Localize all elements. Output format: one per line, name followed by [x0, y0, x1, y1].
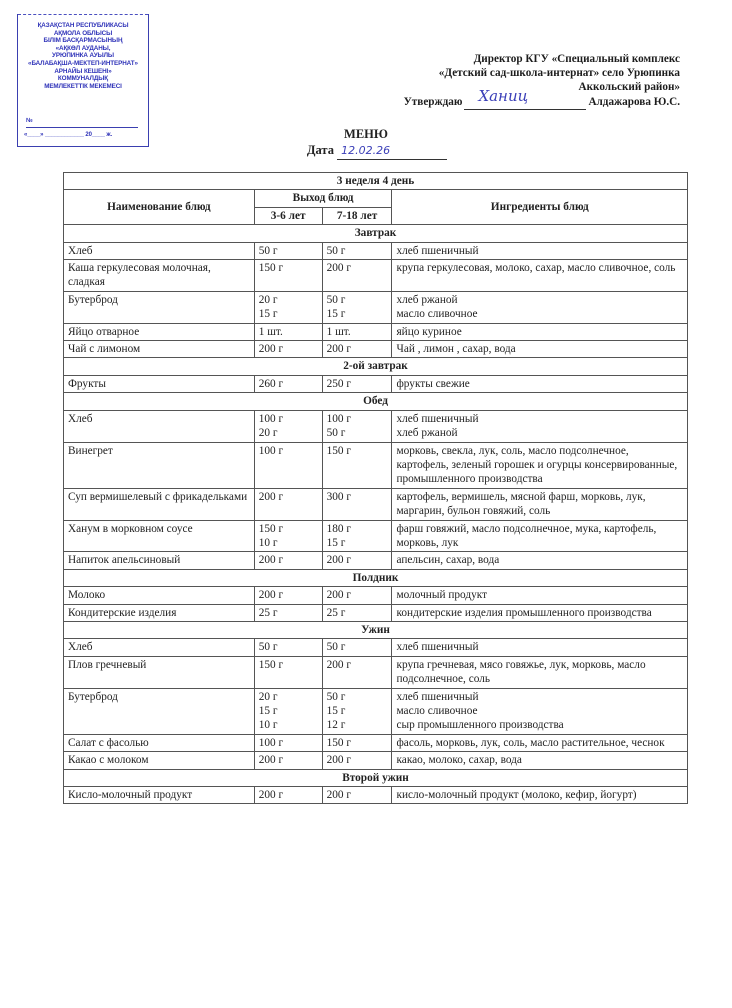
column-header-row [64, 190, 688, 207]
dish-name: Бутерброд [64, 291, 255, 323]
ingredients-line: хлеб пшеничный [396, 412, 479, 425]
ingredients-line: апельсин, сахар, вода [396, 554, 500, 567]
yield-7-18-line: 15 г [326, 705, 346, 717]
col-header-age-3-6: 3-6 лет [254, 207, 322, 224]
yield-3-6-line: 150 г [258, 658, 284, 671]
table-row [64, 323, 688, 340]
yield-7-18-line: 200 г [326, 658, 352, 671]
yield-3-6-line: 10 г [258, 536, 278, 549]
yield-3-6 [254, 442, 322, 488]
yield-3-6 [254, 787, 322, 804]
ingredients-line: масло сливочное [396, 705, 478, 717]
yield-3-6 [254, 410, 322, 442]
stamp-line: «БАЛАБАҚША-МЕКТЕП-ИНТЕРНАТ» [28, 59, 138, 67]
section-title: Полдник [64, 569, 688, 586]
dish-name: Какао с молоком [64, 752, 255, 769]
ingredients-line: яйцо куриное [396, 325, 462, 338]
table-row [64, 656, 688, 688]
ingredients [392, 410, 688, 442]
dish-name: Каша геркулесовая молочная, сладкая [64, 260, 255, 292]
approval-block [404, 52, 680, 110]
ingredients-line: фрукты свежие [396, 377, 470, 390]
dish-name: Кондитерские изделия [64, 604, 255, 621]
yield-7-18 [322, 787, 392, 804]
ingredients-line: Чай , лимон , сахар, вода [396, 343, 516, 356]
section-row [64, 569, 688, 586]
dish-name: Плов гречневый [64, 656, 255, 688]
yield-3-6-line: 25 г [258, 606, 278, 619]
ingredients [392, 587, 688, 604]
ingredients [392, 787, 688, 804]
col-header-age-7-18: 7-18 лет [322, 207, 392, 224]
yield-3-6-line: 50 г [258, 641, 278, 654]
yield-3-6-line: 100 г [258, 444, 284, 457]
handwritten-signature: Ханиц [478, 86, 529, 105]
yield-3-6-line: 260 г [258, 377, 284, 390]
ingredients-line: кондитерские изделия промышленного производства [396, 606, 652, 619]
ingredients [392, 291, 688, 323]
yield-7-18 [322, 552, 392, 569]
ingredients-line: какао, молоко, сахар, вода [396, 754, 522, 767]
table-row [64, 639, 688, 656]
yield-7-18 [322, 242, 392, 259]
yield-3-6 [254, 639, 322, 656]
yield-3-6-line: 200 г [258, 343, 284, 356]
dish-name: Чай с лимоном [64, 341, 255, 358]
yield-7-18-line: 50 г [326, 427, 346, 440]
table-row [64, 442, 688, 488]
yield-7-18-line: 50 г [326, 293, 346, 306]
table-row [64, 375, 688, 392]
approve-label: Утверждаю [403, 96, 463, 109]
section-title: Завтрак [64, 225, 688, 242]
ingredients [392, 520, 688, 552]
yield-3-6 [254, 260, 322, 292]
ingredients [392, 656, 688, 688]
yield-7-18 [322, 639, 392, 656]
yield-7-18-line: 200 г [326, 343, 352, 356]
ingredients-line: фарш говяжий, масло подсолнечное, мука, картофель, морковь, лук [396, 522, 657, 549]
col-header-name: Наименование блюд [64, 190, 255, 225]
stamp-line: «АҚКӨЛ АУДАНЫ, [55, 44, 111, 52]
stamp-top-edge [18, 14, 148, 15]
dish-name: Салат с фасолью [64, 734, 255, 751]
yield-3-6 [254, 242, 322, 259]
section-title: 2-ой завтрак [64, 358, 688, 375]
ingredients-line: сыр промышленного производства [396, 719, 564, 732]
ingredients [392, 734, 688, 751]
yield-7-18-line: 200 г [326, 754, 352, 767]
yield-7-18-line: 15 г [326, 536, 346, 549]
yield-7-18 [322, 291, 392, 323]
yield-7-18 [322, 604, 392, 621]
ingredients [392, 341, 688, 358]
stamp-text [18, 14, 148, 90]
ingredients-line: хлеб ржаной [396, 293, 458, 306]
yield-3-6 [254, 604, 322, 621]
stamp-line: ҚАЗАҚСТАН РЕСПУБЛИКАСЫ [37, 22, 129, 29]
dish-name: Ханум в морковном соусе [64, 520, 255, 552]
yield-7-18-line: 180 г [326, 522, 352, 535]
yield-7-18-line: 200 г [326, 554, 352, 567]
ingredients-line: картофель, вермишель, мясной фарш, морковь, лук, маргарин, бульон говяжий, соль [396, 490, 646, 518]
approval-line-1: Директор КГУ «Специальный комплекс [473, 53, 680, 65]
yield-7-18-line: 50 г [326, 244, 346, 257]
yield-3-6 [254, 323, 322, 340]
signature-line [464, 86, 586, 110]
table-row [64, 260, 688, 292]
table-row [64, 787, 688, 804]
table-row [64, 520, 688, 552]
dish-name: Фрукты [64, 375, 255, 392]
yield-7-18-line: 100 г [326, 412, 352, 425]
yield-3-6-line: 20 г [258, 293, 278, 306]
table-row [64, 410, 688, 442]
ingredients-line: молочный продукт [396, 589, 488, 602]
week-day-header: 3 неделя 4 день [64, 173, 688, 190]
approval-line-3: Аккольский район» [578, 81, 680, 94]
table-row [64, 752, 688, 769]
section-row [64, 769, 688, 786]
date-label: Дата [306, 143, 334, 157]
table-row [64, 242, 688, 259]
col-header-ingredients: Ингредиенты блюд [392, 190, 688, 225]
dish-name: Хлеб [64, 242, 255, 259]
menu-title-block [0, 126, 732, 160]
yield-7-18 [322, 410, 392, 442]
yield-3-6-line: 100 г [258, 736, 284, 749]
dish-name: Хлеб [64, 639, 255, 656]
stamp-line: КОММУНАЛДЫҚ [57, 75, 109, 83]
director-name: Алдажарова Ю.С. [588, 96, 680, 109]
stamp-date-line: «____» ____________ 20____ ж. [24, 132, 113, 138]
yield-3-6 [254, 587, 322, 604]
ingredients-line: хлеб пшеничный [396, 641, 479, 654]
yield-7-18-line: 200 г [326, 262, 352, 275]
dish-name: Молоко [64, 587, 255, 604]
yield-7-18 [322, 442, 392, 488]
table-row [64, 488, 688, 520]
date-row [22, 142, 732, 160]
yield-3-6-line: 15 г [258, 308, 278, 321]
table-row [64, 341, 688, 358]
menu-body [64, 225, 688, 804]
yield-7-18 [322, 341, 392, 358]
yield-7-18 [322, 752, 392, 769]
yield-7-18 [322, 375, 392, 392]
yield-7-18 [322, 688, 392, 734]
yield-3-6 [254, 752, 322, 769]
yield-3-6-line: 200 г [258, 589, 284, 602]
ingredients-line: хлеб ржаной [396, 427, 458, 440]
yield-3-6 [254, 488, 322, 520]
yield-3-6-line: 20 г [258, 427, 278, 440]
yield-3-6-line: 50 г [258, 244, 278, 257]
yield-7-18-line: 12 г [326, 719, 346, 732]
page-title: МЕНЮ [344, 127, 388, 141]
ingredients [392, 688, 688, 734]
ingredients-line: крупа геркулесовая, молоко, сахар, масло сливочное, соль [396, 262, 676, 275]
yield-3-6-line: 20 г [258, 690, 278, 703]
stamp-line: АРНАЙЫ КЕШЕНІ» [54, 67, 112, 75]
ingredients-line: крупа гречневая, мясо говяжье, лук, морковь, масло подсолнечное, соль [396, 658, 646, 686]
menu-table [63, 172, 688, 804]
section-title: Второй ужин [64, 769, 688, 786]
ingredients-line: масло сливочное [396, 308, 478, 321]
ingredients [392, 323, 688, 340]
yield-7-18-line: 300 г [326, 490, 352, 503]
ingredients [392, 442, 688, 488]
yield-7-18 [322, 656, 392, 688]
yield-3-6-line: 150 г [258, 262, 284, 275]
table-row [64, 587, 688, 604]
yield-3-6 [254, 552, 322, 569]
yield-3-6 [254, 375, 322, 392]
yield-7-18-line: 150 г [326, 444, 352, 457]
yield-3-6-line: 1 шт. [258, 325, 283, 338]
dish-name: Винегрет [64, 442, 255, 488]
yield-7-18-line: 15 г [326, 308, 346, 321]
yield-7-18 [322, 260, 392, 292]
section-title: Ужин [64, 621, 688, 638]
yield-7-18 [322, 587, 392, 604]
yield-3-6-line: 150 г [258, 522, 284, 535]
section-row [64, 393, 688, 410]
ingredients [392, 242, 688, 259]
yield-7-18-line: 1 шт. [326, 325, 351, 338]
yield-7-18-line: 150 г [326, 736, 352, 749]
yield-3-6-line: 200 г [258, 490, 284, 503]
date-value: 12.02.26 [337, 143, 447, 160]
table-row [64, 604, 688, 621]
stamp-line: БІЛІМ БАСҚАРМАСЫНЫҢ [43, 37, 123, 45]
stamp-number-line: № [26, 118, 138, 128]
dish-name: Хлеб [64, 410, 255, 442]
yield-3-6-line: 200 г [258, 554, 284, 567]
yield-7-18-line: 200 г [326, 789, 352, 802]
yield-7-18 [322, 323, 392, 340]
yield-3-6-line: 15 г [258, 705, 278, 717]
ingredients-line: морковь, свекла, лук, соль, масло подсолнечное, картофель, зеленый горошек и огурцы консервированные, промышленного производства [396, 444, 678, 486]
table-row [64, 552, 688, 569]
ingredients [392, 604, 688, 621]
section-row [64, 225, 688, 242]
ingredients [392, 488, 688, 520]
stamp-line: УРЮПИНКА АУЫЛЫ [52, 52, 114, 60]
dish-name: Бутерброд [64, 688, 255, 734]
yield-3-6 [254, 656, 322, 688]
ingredients-line: фасоль, морковь, лук, соль, масло растительное, чеснок [396, 736, 665, 749]
table-row [64, 734, 688, 751]
ingredients-line: хлеб пшеничный [396, 244, 479, 257]
dish-name: Напиток апельсиновый [64, 552, 255, 569]
stamp-line: МЕМЛЕКЕТТІК МЕКЕМЕСІ [44, 82, 122, 90]
ingredients [392, 260, 688, 292]
dish-name: Яйцо отварное [64, 323, 255, 340]
yield-3-6-line: 200 г [258, 789, 284, 802]
ingredients [392, 639, 688, 656]
yield-7-18 [322, 734, 392, 751]
yield-7-18-line: 25 г [326, 606, 346, 619]
yield-7-18-line: 200 г [326, 589, 352, 602]
yield-3-6 [254, 291, 322, 323]
yield-7-18 [322, 520, 392, 552]
col-header-yield: Выход блюд [254, 190, 392, 207]
section-row [64, 621, 688, 638]
yield-7-18 [322, 488, 392, 520]
table-row [64, 688, 688, 734]
table-row [64, 291, 688, 323]
dish-name: Суп вермишелевый с фрикадельками [64, 488, 255, 520]
ingredients [392, 752, 688, 769]
ingredients [392, 552, 688, 569]
yield-7-18-line: 50 г [326, 641, 346, 654]
yield-3-6-line: 200 г [258, 754, 284, 767]
yield-3-6 [254, 734, 322, 751]
section-row [64, 358, 688, 375]
yield-3-6 [254, 520, 322, 552]
ingredients-line: кисло-молочный продукт (молоко, кефир, йогурт) [396, 789, 637, 802]
yield-3-6 [254, 688, 322, 734]
yield-3-6-line: 100 г [258, 412, 284, 425]
yield-3-6-line: 10 г [258, 719, 278, 732]
ingredients [392, 375, 688, 392]
stamp-line: АҚМОЛА ОБЛЫСЫ [53, 29, 113, 37]
week-day-row [64, 173, 688, 190]
yield-7-18-line: 50 г [326, 690, 346, 703]
section-title: Обед [64, 393, 688, 410]
approval-line-2: «Детский сад-школа-интернат» село Урюпинка [438, 67, 680, 80]
yield-7-18-line: 250 г [326, 377, 352, 390]
dish-name: Кисло-молочный продукт [64, 787, 255, 804]
yield-3-6 [254, 341, 322, 358]
ingredients-line: хлеб пшеничный [396, 690, 479, 703]
